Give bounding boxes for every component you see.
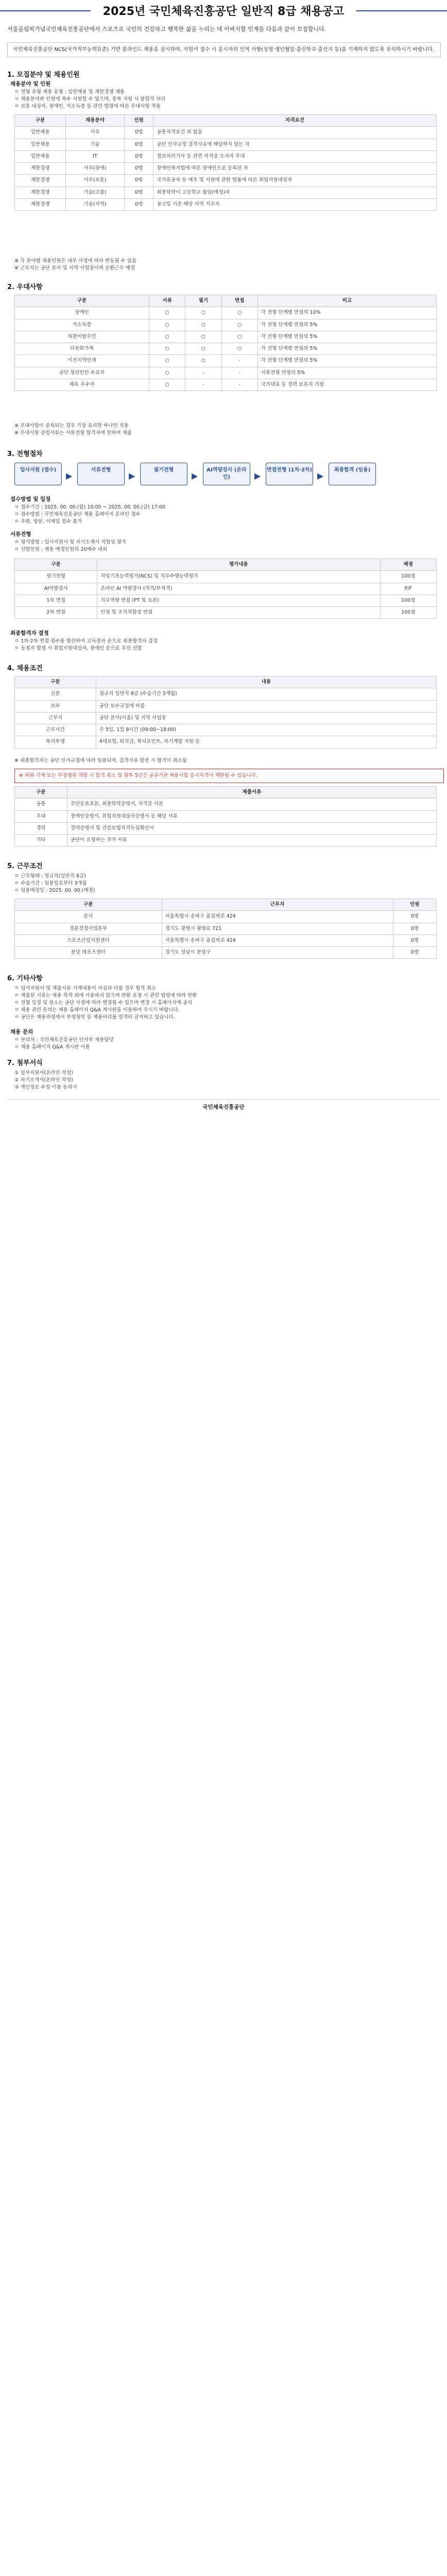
table-cell: P/F <box>380 583 437 595</box>
table-row <box>15 367 437 379</box>
intro-text: 서울올림픽기념국민체육진흥공단에서 스포츠로 국민의 건강하고 행복한 삶을 누리는 데 이바지할 인재를 다음과 같이 모집합니다. <box>7 26 326 32</box>
table-header-cell: 평가내용 <box>97 559 380 571</box>
table-cell: 신분 <box>15 688 96 700</box>
table-cell: ○ <box>149 343 185 355</box>
table-cell: 우대 <box>15 810 67 822</box>
table-row <box>15 911 437 923</box>
step-interview: 면접전형 (1차·2차) <box>266 463 313 485</box>
step-ai-test: AI역량검사 (온라인) <box>203 463 250 485</box>
table-header-cell: 구분 <box>15 559 97 571</box>
section-6-contact: ㅇ 문의처 : 국민체육진흥공단 인사부 채용담당 ㅇ 채용 홈페이지 Q&A 게시판 이용 <box>14 1037 114 1050</box>
table-row <box>15 688 437 700</box>
table-cell: 서울특별시 송파구 올림픽로 424 <box>162 935 393 946</box>
table-cell: ○ <box>185 355 221 367</box>
table-cell: 0명 <box>393 947 436 959</box>
table-cell: ○ <box>185 343 221 355</box>
table-row <box>15 724 437 736</box>
table-row <box>15 379 437 391</box>
table-cell: 공단 보수규정에 따름 <box>96 700 436 712</box>
table-cell: 공단 본사(서울) 및 지역 사업장 <box>96 712 436 724</box>
table-cell: 0명 <box>124 187 153 198</box>
table-cell: ○ <box>185 331 221 343</box>
table-row <box>15 947 437 959</box>
section-1-text: ㅇ 전형 유형 채용 유형 : 일반채용 및 제한경쟁 채용 ㅇ 채용분야와 인원에 복수 지원할 수 없으며, 중복 지원 시 불합격 처리 ㅇ 보훈 대상자, 장애인, 저소득층 등 관련 법령에 따른 우대사항 적용 <box>14 89 166 109</box>
table-cell: 공통 <box>15 799 67 810</box>
table-cell: 4대보험, 퇴직금, 복지포인트, 자기계발 지원 등 <box>96 736 436 748</box>
table-cell: 북한이탈주민 <box>15 331 149 343</box>
table-cell: AI역량검사 <box>15 583 97 595</box>
table-cell: 0명 <box>124 163 153 175</box>
table-cell: 0명 <box>124 139 153 150</box>
section-6-sub: 채용 문의 <box>10 1029 33 1035</box>
table-row <box>15 331 437 343</box>
step-written: 필기전형 <box>140 463 187 485</box>
table-header-cell: 구분 <box>15 295 149 307</box>
table-cell: 공고일 기준 해당 지역 거주자 <box>153 198 437 210</box>
table-cell: ○ <box>149 367 185 379</box>
table-row <box>15 127 437 139</box>
section-3-text-1: ㅇ 접수기간 : 2025. 00. 00.(월) 10:00 ~ 2025. 00. 00.(금) 17:00 ㅇ 접수방법 : 국민체육진흥공단 채용 홈페이지 온라인 접수 ㅇ 우편, 방문, 이메일 접수 불가 <box>14 504 166 524</box>
section-3-text-3: ㅇ 1차·2차 면접 점수를 합산하여 고득점자 순으로 최종합격자 결정 ㅇ 동점자 발생 시 취업지원대상자, 장애인 순으로 우선 선발 <box>14 638 158 651</box>
section-7-title: 7. 첨부서식 <box>7 1059 43 1067</box>
table-cell: 제한경쟁 <box>15 198 66 210</box>
table-row <box>15 835 437 846</box>
table-cell: 사무(장애) <box>66 163 125 175</box>
table-header-cell: 구분 <box>15 115 66 127</box>
table-cell: 0명 <box>124 198 153 210</box>
table-cell: 정보처리기사 등 관련 자격증 소지자 우대 <box>153 150 437 162</box>
table-cell: 제한경쟁 <box>15 187 66 198</box>
section-1-subtitle: 채용분야 및 인원 <box>10 81 51 87</box>
table-cell: 경기도 성남시 분당구 <box>162 947 393 959</box>
table-header-cell: 제출서류 <box>67 787 436 799</box>
step-final: 최종합격 (임용) <box>329 463 376 485</box>
process-flow <box>14 463 437 486</box>
table-cell: ○ <box>221 319 257 331</box>
table-row <box>15 923 437 935</box>
table-cell: 100점 <box>380 571 437 583</box>
table-row <box>15 163 437 175</box>
notice-box: 국민체육진흥공단 NCS(국가직무능력표준) 기반 블라인드 채용을 실시하며, 지원서 접수 시 응시자의 인적 사항(성명·생년월일·출신학교·출신지 등)을 기재하지 않도록 유의하시기 바랍니다. <box>7 42 441 57</box>
table-cell: 장애인증명서, 취업지원대상자증명서 등 해당 서류 <box>67 810 436 822</box>
section-3-title: 3. 전형절차 <box>7 450 43 458</box>
table-cell: 공단 청년인턴 수료자 <box>15 367 149 379</box>
table-row <box>15 343 437 355</box>
table-cell: 근무지 <box>15 712 96 724</box>
table-cell: ○ <box>185 307 221 319</box>
table-cell: 최종학력이 고등학교 졸업(예정)자 <box>153 187 437 198</box>
section-6-title: 6. 기타사항 <box>7 975 43 982</box>
table-cell: 제한경쟁 <box>15 163 66 175</box>
section-7-text: ① 입사지원서(온라인 작성) ② 자기소개서(온라인 작성) ③ 개인정보 수집·이용 동의서 <box>14 1070 77 1090</box>
table-cell: 온라인 AI 역량검사 (적격/부적격) <box>97 583 380 595</box>
table-cell: 일반채용 <box>15 139 66 150</box>
table-cell: 필기전형 <box>15 571 97 583</box>
arrow-icon: ▶ <box>254 471 261 481</box>
step-apply: 입사지원 (접수) <box>14 463 62 485</box>
table-row <box>15 175 437 187</box>
table-cell: 2차 면접 <box>15 607 97 619</box>
table-cell: 경기도 광명시 광명로 721 <box>162 923 393 935</box>
table-cell: ○ <box>149 319 185 331</box>
table-cell: 주 5일, 1일 8시간 (09:00~18:00) <box>96 724 436 736</box>
table-cell: 0명 <box>124 175 153 187</box>
table-cell: 각 전형 단계별 만점의 5% <box>257 343 436 355</box>
arrow-icon: ▶ <box>192 471 198 481</box>
section-4-title: 4. 채용조건 <box>7 665 43 672</box>
table-row <box>15 187 437 198</box>
table-header-cell: 인원 <box>393 899 436 911</box>
table-cell: 근무시간 <box>15 724 96 736</box>
table-header-cell: 비고 <box>257 295 436 307</box>
phase-table <box>14 558 437 619</box>
table-header-cell: 구분 <box>15 676 96 688</box>
section-6-text: ㅇ 입사지원서 및 제출서류 기재내용이 사실과 다를 경우 합격 취소 ㅇ 제출된 서류는 채용 목적 외에 사용하지 않으며 반환 요청 시 관련 법령에 따라 반환 ㅇ 전형 일정 및 장소는 공단 사정에 따라 변경될 수 있으며 변경 시 홈페이지에 공지 ㅇ 채용 관련 문의는 채용 홈페이지 Q&A 게시판을 이용하여 주시기 바랍니다. ㅇ 공단은 채용과정에서 부정청탁 등 채용비리를 엄격히 금지하고 있습니다. <box>14 986 197 1020</box>
arrow-icon: ▶ <box>317 471 324 481</box>
table-cell: 일반채용 <box>15 150 66 162</box>
table-header-cell: 근무지 <box>162 899 393 911</box>
table-row <box>15 810 437 822</box>
table-cell: ○ <box>149 379 185 391</box>
table-cell: 0명 <box>393 923 436 935</box>
section-3-sub-2: 서류전형 <box>10 531 31 537</box>
table-cell: - <box>185 379 221 391</box>
document-checklist <box>14 786 437 846</box>
table-header-cell: 내용 <box>96 676 436 688</box>
table-cell: 보수 <box>15 700 96 712</box>
table-cell: 각 전형 단계별 만점의 5% <box>257 331 436 343</box>
table-cell: 저소득층 <box>15 319 149 331</box>
table-cell: ○ <box>221 343 257 355</box>
table-cell: ○ <box>185 319 221 331</box>
table-cell: 정규직 일반직 8급 (수습기간 3개월) <box>96 688 436 700</box>
footer-org: 국민체육진흥공단 <box>202 1104 245 1110</box>
table-cell: - <box>221 379 257 391</box>
table-row <box>15 150 437 162</box>
table-cell: 경력 <box>15 822 67 834</box>
table-row <box>15 935 437 946</box>
table-row <box>15 198 437 210</box>
table-cell: 각 전형 단계별 만점의 5% <box>257 319 436 331</box>
table-cell: 공단이 요청하는 추가 서류 <box>67 835 436 846</box>
table-cell: 0명 <box>393 935 436 946</box>
preference-table <box>14 295 437 391</box>
table-cell: 0명 <box>393 911 436 923</box>
section-3-sub-1: 접수방법 및 일정 <box>10 496 51 502</box>
table-row <box>15 822 437 834</box>
table-header-cell: 자격요건 <box>153 115 437 127</box>
table-cell: 기술 <box>66 139 125 150</box>
table-cell: 100점 <box>380 595 437 606</box>
table-cell: 기술(지역) <box>66 198 125 210</box>
table-cell: 일반채용 <box>15 127 66 139</box>
table-cell: 제한경쟁 <box>15 175 66 187</box>
table-row <box>15 571 437 583</box>
table-cell: 0명 <box>124 127 153 139</box>
section-5-title: 5. 근무조건 <box>7 862 43 870</box>
table-cell: ○ <box>149 355 185 367</box>
table-row <box>15 307 437 319</box>
table-cell: 기타 <box>15 835 67 846</box>
step-document: 서류전형 <box>77 463 125 485</box>
table-row <box>15 319 437 331</box>
table-row <box>15 355 437 367</box>
table-cell: 공통자격요건 외 없음 <box>153 127 437 139</box>
table-cell: 사무(보훈) <box>66 175 125 187</box>
table-cell: 장애인복지법에 따른 장애인으로 등록된 자 <box>153 163 437 175</box>
arrow-icon: ▶ <box>66 471 73 481</box>
table-header-cell: 면접 <box>221 295 257 307</box>
table-header-cell: 채용분야 <box>66 115 125 127</box>
table-row <box>15 583 437 595</box>
table-cell: 각 전형 단계별 만점의 5% <box>257 355 436 367</box>
table-cell: 체육 우수자 <box>15 379 149 391</box>
table-cell: - <box>185 367 221 379</box>
table-cell: 직무역량 면접 (PT 및 토론) <box>97 595 380 606</box>
table-cell: 분당 레포츠센터 <box>15 947 162 959</box>
table-header-cell: 배점 <box>380 559 437 571</box>
table-row <box>15 139 437 150</box>
section-3-text-2: ㅇ 평가방법 : 입사지원서 및 자기소개서 적합성 평가 ㅇ 선발인원 : 채용 예정인원의 20배수 내외 <box>14 539 127 552</box>
title-block <box>0 3 447 19</box>
section-1-title: 1. 모집분야 및 채용인원 <box>7 71 80 79</box>
section-3-sub-3: 최종합격자 결정 <box>10 630 49 636</box>
table-row <box>15 595 437 606</box>
table-cell: 100점 <box>380 607 437 619</box>
table-cell: 이전지역인재 <box>15 355 149 367</box>
table-cell: 서류전형 만점의 5% <box>257 367 436 379</box>
table-cell: - <box>221 355 257 367</box>
table-cell: ○ <box>149 307 185 319</box>
section-2-title: 2. 우대사항 <box>7 283 43 291</box>
table-row <box>15 712 437 724</box>
table-cell: 주민등록초본, 최종학력증명서, 자격증 사본 <box>67 799 436 810</box>
table-cell: 직업기초능력평가(NCS) 및 직무수행능력평가 <box>97 571 380 583</box>
table-cell: ○ <box>221 307 257 319</box>
table-cell: 0명 <box>124 150 153 162</box>
table-row <box>15 799 437 810</box>
footer-divider <box>7 1099 440 1100</box>
table-cell: 공단 인사규정 결격사유에 해당하지 않는 자 <box>153 139 437 150</box>
table-cell: 국가유공자 등 예우 및 지원에 관한 법률에 따른 취업지원대상자 <box>153 175 437 187</box>
table-cell: ○ <box>221 331 257 343</box>
table-header-cell: 구분 <box>15 787 67 799</box>
table-header-cell: 서류 <box>149 295 185 307</box>
table-cell: 국가대표 등 경력 보유자 가점 <box>257 379 436 391</box>
table-cell: 1차 면접 <box>15 595 97 606</box>
table-cell: 다문화가족 <box>15 343 149 355</box>
table-cell: 기술(고졸) <box>66 187 125 198</box>
section-5-text: ㅇ 근무형태 : 정규직(일반직 8급) ㅇ 수습기간 : 임용일로부터 3개월 ㅇ 임용예정일 : 2025. 00. 00.(예정) <box>14 873 95 893</box>
table-cell: 경륜경정사업본부 <box>15 923 162 935</box>
recruit-table <box>14 114 437 211</box>
table-header-cell: 구분 <box>15 899 162 911</box>
arrow-icon: ▶ <box>129 471 135 481</box>
table-cell: ○ <box>149 331 185 343</box>
table-row <box>15 607 437 619</box>
table-cell: - <box>221 367 257 379</box>
warning-box: ※ 허위 기재 또는 부정행위 적발 시 합격 취소 및 향후 5년간 공공기관 채용시험 응시자격이 제한될 수 있습니다. <box>14 769 444 783</box>
table-cell: 각 전형 단계별 만점의 10% <box>257 307 436 319</box>
table-row <box>15 700 437 712</box>
table-cell: 서울특별시 송파구 올림픽로 424 <box>162 911 393 923</box>
table-cell: 스포츠산업지원센터 <box>15 935 162 946</box>
table-header-cell: 인원 <box>124 115 153 127</box>
table-cell: 복리후생 <box>15 736 96 748</box>
table-row <box>15 736 437 748</box>
location-table <box>14 899 437 959</box>
table-cell: 본사 <box>15 911 162 923</box>
section-2-footnote: ※ 우대사항이 중복되는 경우 가장 유리한 하나만 적용 ※ 우대사항 증빙서류는 서류전형 합격자에 한하여 제출 <box>14 423 132 436</box>
table-header-cell: 필기 <box>185 295 221 307</box>
table-cell: IT <box>66 150 125 162</box>
section-4-note: ※ 최종합격자는 공단 인사규정에 따라 임용되며, 결격사유 발견 시 합격이 취소됨 <box>14 758 187 764</box>
table-cell: 장애인 <box>15 307 149 319</box>
condition-table <box>14 676 437 749</box>
section-1-footnote: ※ 각 분야별 채용인원은 내부 사정에 따라 변동될 수 있음 ※ 근무지는 공단 본사 및 지역 사업장이며 순환근무 예정 <box>14 258 137 271</box>
table-cell: 경력증명서 및 건강보험자격득실확인서 <box>67 822 436 834</box>
table-cell: 인성 및 조직적합성 면접 <box>97 607 380 619</box>
table-cell: 사무 <box>66 127 125 139</box>
page-title: 2025년 국민체육진흥공단 일반직 8급 채용공고 <box>91 5 356 18</box>
